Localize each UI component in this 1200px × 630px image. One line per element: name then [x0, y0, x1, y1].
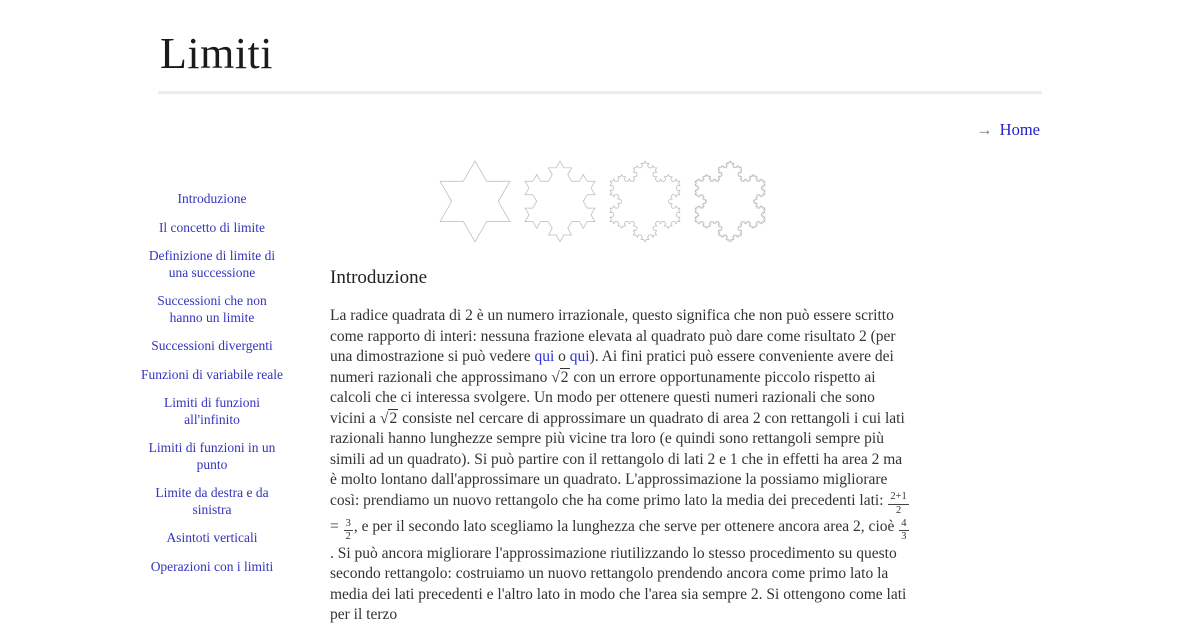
sidebar-item[interactable]: Funzioni di variabile reale	[140, 366, 284, 382]
section-heading: Introduzione	[330, 267, 428, 288]
paragraph-text: , e per il secondo lato scegliamo la lunghezza che serve per ottenere ancora area 2, cioè	[353, 518, 899, 536]
sidebar-item[interactable]: Asintoti verticali	[166, 530, 258, 545]
sidebar-item[interactable]: Limite da destra e da sinistra	[155, 485, 269, 517]
sidebar-item[interactable]: Limiti di funzioni in un punto	[148, 440, 276, 472]
koch-snowflake-iteration-3	[606, 156, 684, 246]
paragraph-text: consiste nel cercare di approssimare un quadrato di area 2 con rettangoli i cui lati razionali hanno lunghezze sempre più vicine tra loro (e quindi sono rettangoli sempre più simili ad un quadrato). Si può partire con il rettangolo di lati 2 e 1 che in effetti ha area 2 ma è molto lontano dall'approssimare un quadrato. L'approssimazione la possiamo migliorare così: prendiamo un nuovo rettangolo che ha come primo lato la media dei precedenti lati:	[330, 409, 905, 509]
sidebar-item[interactable]: Limiti di funzioni all'infinito	[164, 395, 260, 427]
koch-snowflake-iteration-4	[691, 156, 769, 246]
page-title: Limiti	[160, 29, 273, 78]
sidebar-nav	[140, 191, 284, 587]
paragraph-text: La radice quadrata di 2 è un numero irrazionale, questo significa che non può essere scritto come rapporto di interi: nessuna frazione elevata al quadrato può dare come risultato 2 (per una dimostrazione si può vedere	[330, 307, 896, 365]
fraction-math: $\frac{2+1}{2}$	[890, 490, 907, 516]
sqrt-math: √2	[551, 368, 569, 386]
paragraph-text: o	[554, 348, 570, 365]
intro-paragraph	[330, 306, 910, 626]
inline-link[interactable]: qui	[569, 348, 590, 365]
koch-snowflake-iteration-2	[521, 156, 599, 246]
inline-link[interactable]: qui	[534, 348, 555, 365]
paragraph-text: ). Ai fini pratici può essere conveniente avere dei numeri razionali che approssimano	[330, 348, 894, 386]
koch-snowflake-iteration-1	[436, 156, 514, 246]
sidebar-item[interactable]: Definizione di limite di una successione	[148, 248, 276, 280]
sidebar-item[interactable]: Operazioni con i limiti	[150, 558, 274, 574]
sidebar-item[interactable]: Introduzione	[177, 191, 247, 206]
home-link[interactable]: Home	[999, 120, 1040, 139]
sidebar-item[interactable]: Successioni che non hanno un limite	[157, 293, 267, 325]
sqrt-math: √2	[379, 409, 398, 427]
koch-snowflake-row	[436, 156, 910, 246]
fraction-math: $\frac{3}{2}$	[345, 517, 351, 543]
arrow-right-icon: →	[976, 120, 993, 139]
paragraph-text: =	[330, 518, 343, 536]
paragraph-text: . Si può ancora migliorare l'approssimazione riutilizzando lo stesso procedimento su questo secondo rettangolo: costruiamo un nuovo rettangolo prendendo ancora come primo lato la media dei lati precedenti e l'altro lato in modo che l'area sia sempre 2. Si ottengono come lati per il terzo	[330, 544, 907, 624]
paragraph-text: con un errore opportunamente piccolo rispetto ai calcoli che ci interessa svolgere. Un modo per ottenere questi numeri razionali che sono vicini a	[330, 368, 876, 427]
main-content	[330, 150, 910, 626]
fraction-math: $\frac{4}{3}$	[901, 517, 907, 543]
title-divider	[158, 91, 1042, 94]
sidebar-item[interactable]: Successioni divergenti	[151, 338, 273, 353]
sidebar-item[interactable]: Il concetto di limite	[158, 219, 266, 235]
home-nav	[160, 120, 1040, 140]
